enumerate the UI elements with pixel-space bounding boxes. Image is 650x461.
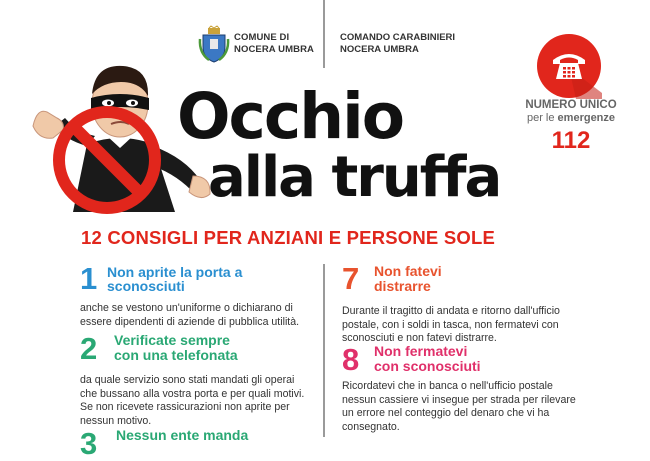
comune-label	[234, 32, 314, 56]
tip-heading-line2: con sconosciuti	[374, 358, 481, 374]
emergency-number: 112	[551, 127, 591, 154]
tip-heading-line1: Non fatevi	[374, 263, 442, 279]
tip-heading-line1: Verificate sempre	[114, 332, 230, 348]
tip-heading-line2: sconosciuti	[107, 278, 185, 294]
header-divider	[323, 0, 325, 68]
carabinieri-label	[340, 32, 455, 56]
tip-body-line1: anche se vestono un'uniforme o dichiarano di	[80, 302, 293, 314]
comune-line1: COMUNE DI	[234, 32, 290, 43]
comune-line2: NOCERA UMBRA	[234, 44, 315, 55]
tip-heading-line1: Nessun ente manda	[116, 427, 249, 443]
tip-body-line2: postale, con i soldi in tasca, non fermatevi con	[342, 318, 559, 331]
tip-body-line3: Se non ricevete rassicurazioni non aprite per	[80, 401, 290, 413]
tip-number: 3	[80, 426, 98, 461]
carab-line1: COMANDO CARABINIERI	[340, 32, 456, 43]
title-line1: Occhio	[177, 80, 403, 153]
tip-number: 1	[80, 261, 98, 296]
carab-line2: NOCERA UMBRA	[340, 44, 419, 55]
column-divider	[323, 264, 325, 437]
numero-unico-label: NUMERO UNICO	[525, 99, 617, 111]
tip-number: 2	[80, 331, 98, 366]
tip-body-line2: che bussano alla vostra porta e per quali motivi.	[80, 387, 305, 400]
tip-body-line1: Durante il tragitto di andata e ritorno dall'ufficio	[342, 305, 560, 317]
tip-body-line4: consegnato.	[342, 420, 400, 433]
tip-body-line2: essere dipendenti di aziende di pubblica utilità.	[80, 315, 300, 328]
telephone-icon	[536, 33, 602, 99]
tip-body-line1: Ricordatevi che in banca o nell'ufficio postale	[342, 380, 553, 392]
subtitle: 12 CONSIGLI PER ANZIANI E PERSONE SOLE	[81, 227, 495, 248]
tip-heading-line2: distrarre	[374, 278, 431, 294]
tip-number: 8	[342, 342, 360, 377]
tip-body-line3: un errore nel conteggio del denaro che vi ha	[342, 407, 550, 419]
per-le-emergenze-label	[521, 112, 621, 124]
tip-heading-line1: Non fermatevi	[374, 343, 468, 359]
tip-heading-line2: con una telefonata	[114, 347, 238, 363]
tip-body-line3: sconosciuti e non fatevi distrarre.	[342, 332, 497, 344]
tip-body-line4: nessun motivo.	[80, 414, 152, 427]
tip-body-line2: nessun cassiere vi insegue per strada per rilevare	[342, 393, 576, 406]
tip-body-line1: da quale servizio sono stati mandati gli operai	[80, 374, 295, 386]
per-le-text: per le	[526, 112, 555, 124]
tip-heading-line1: Non aprite la porta a	[107, 264, 243, 280]
emergenze-text: emergenze	[557, 112, 616, 124]
tip-number: 7	[342, 261, 360, 296]
title-line2: alla truffa	[208, 145, 501, 210]
